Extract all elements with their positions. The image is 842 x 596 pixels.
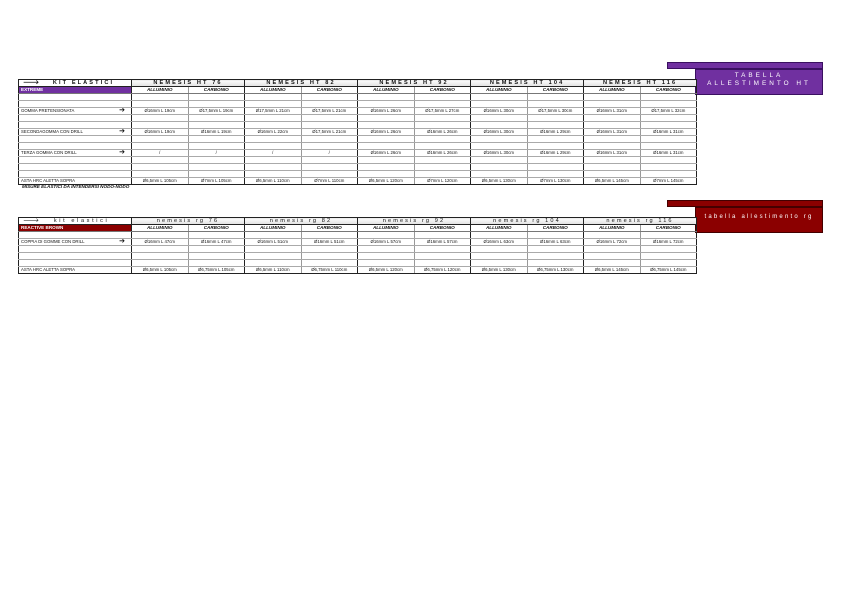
ht-table [18, 79, 697, 185]
spacer-cell [301, 157, 358, 164]
spacer-cell [301, 232, 358, 239]
spacer-cell [245, 157, 302, 164]
spacer-cell [19, 171, 132, 178]
spacer-cell [19, 122, 132, 129]
spacer-cell [188, 232, 245, 239]
spacer-cell [471, 115, 528, 122]
table-cell: Ø6,5mm L 130cm [471, 178, 528, 185]
table-cell: Ø16mm L 30cm [471, 150, 528, 157]
table-cell: Ø16mm L 19cm [132, 108, 189, 115]
table-cell: Ø17,5mm L 27cm [414, 108, 471, 115]
spacer-cell [132, 157, 189, 164]
spacer-cell [414, 260, 471, 267]
row-label-text: TERZA GOMMA CON DRILL [21, 150, 77, 155]
spacer-cell [132, 101, 189, 108]
spacer-cell [471, 94, 528, 101]
spacer-cell [640, 115, 697, 122]
table-cell: Ø6,75mm L 120cm [414, 267, 471, 274]
rg-sub-carb: CARBONIO [527, 225, 584, 232]
table-cell: Ø6,5mm L 105cm [132, 178, 189, 185]
spacer-cell [132, 122, 189, 129]
table-row [19, 108, 697, 115]
row-label [19, 129, 132, 136]
spacer-cell [19, 94, 132, 101]
rg-sub-alu: ALLUMINIO [471, 225, 528, 232]
spacer-cell [301, 171, 358, 178]
spacer-cell [527, 246, 584, 253]
rg-model-76: nemesis rg 76 [132, 218, 245, 225]
table-cell: Ø16mm L 57cm [414, 239, 471, 246]
table-cell: Ø16mm L 30cm [471, 108, 528, 115]
row-label [19, 267, 132, 274]
row-label-text: ASTA HRC ALETTA SOPRA [21, 267, 76, 272]
ht-banner [695, 69, 823, 95]
arrow-right-icon: ➔ [119, 107, 125, 114]
spacer-cell [245, 232, 302, 239]
table-cell: Ø6,5mm L 110cm [245, 267, 302, 274]
table-cell: Ø16mm L 29cm [527, 129, 584, 136]
spacer-cell [640, 164, 697, 171]
table-cell: Ø17,5mm L 32cm [640, 108, 697, 115]
spacer-cell [301, 143, 358, 150]
ht-model-76: NEMESIS HT 76 [132, 80, 245, 87]
spacer-cell [471, 246, 528, 253]
spacer-cell [584, 246, 641, 253]
table-cell: Ø16mm L 26cm [358, 108, 415, 115]
ht-banner-line1: TABELLA [734, 72, 784, 79]
table-cell: Ø7mm L 120cm [414, 178, 471, 185]
rg-banner-top-strip [667, 200, 823, 207]
table-cell: Ø16mm L 31cm [584, 150, 641, 157]
spacer-cell [245, 122, 302, 129]
spacer-cell [527, 115, 584, 122]
rg-sub-carb: CARBONIO [414, 225, 471, 232]
spacer-cell [527, 143, 584, 150]
spacer-cell [132, 143, 189, 150]
spacer-cell [584, 164, 641, 171]
ht-sub-carb: CARBONIO [527, 87, 584, 94]
table-cell: Ø16mm L 26cm [414, 129, 471, 136]
spacer-cell [471, 171, 528, 178]
ht-extreme-tag: EXTREME [19, 87, 132, 94]
rg-sub-carb: CARBONIO [301, 225, 358, 232]
rg-sub-alu: ALLUMINIO [584, 225, 641, 232]
table-cell: Ø7mm L 130cm [527, 178, 584, 185]
ht-model-116: NEMESIS HT 116 [584, 80, 697, 87]
table-cell: Ø16mm L 47cm [188, 239, 245, 246]
spacer-cell [358, 94, 415, 101]
spacer-cell [584, 115, 641, 122]
table-cell: Ø6,75mm L 145cm [640, 267, 697, 274]
row-label-text: GOMMA PRETENSIONATA [21, 108, 75, 113]
spacer-cell [640, 260, 697, 267]
spacer-cell [640, 232, 697, 239]
spacer-cell [19, 157, 132, 164]
spacer-cell [640, 253, 697, 260]
spacer-cell [19, 115, 132, 122]
table-cell: Ø6,5mm L 120cm [358, 178, 415, 185]
spacer-cell [188, 157, 245, 164]
table-cell: / [301, 150, 358, 157]
arrow-down-right-icon: 🡒 [23, 218, 42, 224]
spacer-cell [414, 143, 471, 150]
spacer-cell [640, 246, 697, 253]
spacer-cell [527, 136, 584, 143]
spacer-cell [471, 136, 528, 143]
table-cell: Ø17,5mm L 30cm [527, 108, 584, 115]
spacer-cell [640, 122, 697, 129]
rg-sub-alu: ALLUMINIO [132, 225, 189, 232]
rg-model-82: nemesis rg 82 [245, 218, 358, 225]
spacer-cell [188, 94, 245, 101]
spacer-cell [188, 246, 245, 253]
arrow-right-icon: ➔ [119, 128, 125, 135]
spacer-cell [245, 115, 302, 122]
table-cell: Ø16mm L 51cm [245, 239, 302, 246]
arrow-down-right-icon: 🡒 [23, 80, 42, 86]
spacer-cell [301, 246, 358, 253]
spacer-cell [19, 246, 132, 253]
table-cell: Ø6,5mm L 110cm [245, 178, 302, 185]
spacer-cell [132, 253, 189, 260]
spacer-cell [527, 171, 584, 178]
spacer-cell [245, 164, 302, 171]
spacer-cell [584, 143, 641, 150]
spacer-cell [414, 232, 471, 239]
table-cell: Ø16mm L 26cm [358, 150, 415, 157]
ht-table-body [19, 94, 697, 185]
spacer-cell [132, 164, 189, 171]
spacer-cell [19, 143, 132, 150]
spacer-cell [584, 122, 641, 129]
table-cell: Ø6,5mm L 145cm [584, 267, 641, 274]
spacer-cell [19, 253, 132, 260]
spacer-row [19, 232, 697, 239]
table-cell: Ø16mm L 31cm [584, 108, 641, 115]
spacer-cell [471, 101, 528, 108]
spacer-cell [301, 115, 358, 122]
spacer-cell [640, 143, 697, 150]
spacer-cell [358, 171, 415, 178]
spacer-cell [19, 136, 132, 143]
table-cell: Ø7mm L 105cm [188, 178, 245, 185]
rg-model-104: nemesis rg 104 [471, 218, 584, 225]
spacer-cell [471, 253, 528, 260]
arrow-right-icon: ➔ [119, 238, 125, 245]
ht-note: MISURE ELASTICI DA INTENDERSI NODO-NODO [22, 184, 130, 189]
spacer-cell [132, 260, 189, 267]
spacer-cell [414, 246, 471, 253]
rg-sub-carb: CARBONIO [188, 225, 245, 232]
spacer-cell [584, 157, 641, 164]
table-cell: / [245, 150, 302, 157]
spacer-cell [527, 122, 584, 129]
table-cell: Ø16mm L 19cm [188, 129, 245, 136]
table-cell: Ø16mm L 57cm [358, 239, 415, 246]
spacer-row [19, 253, 697, 260]
spacer-cell [527, 260, 584, 267]
table-cell: Ø17,5mm L 21cm [245, 108, 302, 115]
spacer-row [19, 101, 697, 108]
table-cell: Ø16mm L 31cm [640, 150, 697, 157]
table-cell: / [132, 150, 189, 157]
spacer-cell [640, 157, 697, 164]
spacer-cell [188, 253, 245, 260]
spacer-cell [414, 94, 471, 101]
spacer-row [19, 260, 697, 267]
spacer-cell [188, 115, 245, 122]
table-cell: Ø16mm L 26cm [358, 129, 415, 136]
table-row [19, 129, 697, 136]
table-cell: Ø16mm L 31cm [640, 129, 697, 136]
table-row [19, 239, 697, 246]
spacer-cell [19, 260, 132, 267]
ht-kit-title: KIT ELASTICI [52, 80, 115, 86]
table-cell: Ø16mm L 29cm [527, 150, 584, 157]
spacer-cell [188, 136, 245, 143]
spacer-cell [188, 143, 245, 150]
spacer-cell [414, 101, 471, 108]
spacer-cell [132, 136, 189, 143]
spacer-cell [19, 232, 132, 239]
spacer-cell [245, 246, 302, 253]
ht-sub-alu: ALLUMINIO [132, 87, 189, 94]
spacer-row [19, 246, 697, 253]
spacer-cell [358, 164, 415, 171]
spacer-cell [301, 253, 358, 260]
spacer-cell [471, 164, 528, 171]
ht-sub-carb: CARBONIO [414, 87, 471, 94]
spacer-cell [301, 164, 358, 171]
rg-sub-carb: CARBONIO [640, 225, 697, 232]
spacer-cell [584, 232, 641, 239]
table-row [19, 150, 697, 157]
rg-kit-title: kit elastici [53, 218, 110, 224]
row-label [19, 239, 132, 246]
spacer-cell [527, 164, 584, 171]
spacer-cell [414, 171, 471, 178]
table-cell: Ø16mm L 30cm [471, 129, 528, 136]
spacer-cell [358, 253, 415, 260]
ht-model-82: NEMESIS HT 82 [245, 80, 358, 87]
spacer-cell [358, 232, 415, 239]
spacer-cell [640, 136, 697, 143]
table-cell: Ø16mm L 51cm [301, 239, 358, 246]
spacer-cell [527, 232, 584, 239]
ht-kit-header [19, 80, 132, 87]
table-cell: Ø16mm L 22cm [245, 129, 302, 136]
ht-sub-carb: CARBONIO [301, 87, 358, 94]
spacer-cell [188, 101, 245, 108]
rg-model-116: nemesis rg 116 [584, 218, 697, 225]
spacer-cell [358, 136, 415, 143]
ht-banner-top-strip [667, 62, 823, 69]
table-cell: Ø6,75mm L 130cm [527, 267, 584, 274]
table-cell: Ø7mm L 145cm [640, 178, 697, 185]
spacer-cell [414, 157, 471, 164]
ht-sub-alu: ALLUMINIO [245, 87, 302, 94]
row-label [19, 108, 132, 115]
spacer-cell [471, 232, 528, 239]
spacer-row [19, 157, 697, 164]
spacer-cell [527, 101, 584, 108]
ht-sub-carb: CARBONIO [640, 87, 697, 94]
spacer-cell [301, 101, 358, 108]
table-cell: Ø17,5mm L 19cm [188, 108, 245, 115]
spacer-row [19, 171, 697, 178]
spacer-row [19, 143, 697, 150]
spacer-cell [358, 122, 415, 129]
spacer-cell [245, 171, 302, 178]
table-cell: Ø16mm L 63cm [471, 239, 528, 246]
spacer-row [19, 122, 697, 129]
table-cell: Ø16mm L 47cm [132, 239, 189, 246]
spacer-cell [301, 260, 358, 267]
spacer-row [19, 94, 697, 101]
spacer-cell [471, 260, 528, 267]
spacer-cell [584, 260, 641, 267]
table-cell: Ø6,75mm L 105cm [188, 267, 245, 274]
spacer-cell [188, 171, 245, 178]
spacer-cell [414, 122, 471, 129]
spacer-cell [527, 253, 584, 260]
spacer-cell [245, 260, 302, 267]
table-row [19, 267, 697, 274]
row-label-text: COPPIA DI GOMME CON DRILL [21, 239, 85, 244]
spacer-cell [527, 94, 584, 101]
spacer-cell [358, 260, 415, 267]
spacer-cell [640, 101, 697, 108]
spacer-cell [19, 164, 132, 171]
rg-table [18, 217, 697, 274]
arrow-right-icon: ➔ [119, 149, 125, 156]
spacer-cell [188, 260, 245, 267]
rg-reactive-tag: REACTIVE BROWN [19, 225, 132, 232]
row-label-text: ASTA HRC ALETTA SOPRA [21, 178, 76, 183]
spacer-cell [640, 94, 697, 101]
spacer-cell [471, 157, 528, 164]
ht-sub-alu: ALLUMINIO [471, 87, 528, 94]
spacer-cell [358, 115, 415, 122]
table-cell: Ø6,75mm L 110cm [301, 267, 358, 274]
spacer-cell [301, 122, 358, 129]
spacer-cell [19, 101, 132, 108]
rg-kit-header [19, 218, 132, 225]
rg-banner: tabella allestimento rg [695, 207, 823, 233]
spacer-cell [414, 136, 471, 143]
spacer-row [19, 164, 697, 171]
spacer-cell [132, 115, 189, 122]
spacer-cell [414, 115, 471, 122]
table-cell: Ø17,5mm L 21cm [301, 129, 358, 136]
ht-model-104: NEMESIS HT 104 [471, 80, 584, 87]
spacer-cell [132, 94, 189, 101]
spacer-cell [245, 143, 302, 150]
spacer-cell [584, 101, 641, 108]
spacer-cell [301, 94, 358, 101]
spacer-cell [584, 171, 641, 178]
spacer-cell [358, 143, 415, 150]
spacer-cell [358, 246, 415, 253]
table-cell: Ø16mm L 31cm [584, 129, 641, 136]
table-cell: Ø7mm L 110cm [301, 178, 358, 185]
spacer-cell [188, 164, 245, 171]
ht-model-92: NEMESIS HT 92 [358, 80, 471, 87]
spacer-cell [640, 171, 697, 178]
ht-sub-alu: ALLUMINIO [584, 87, 641, 94]
spacer-cell [414, 164, 471, 171]
spacer-cell [245, 136, 302, 143]
spacer-cell [301, 136, 358, 143]
rg-sub-alu: ALLUMINIO [245, 225, 302, 232]
spacer-cell [132, 171, 189, 178]
table-cell: Ø16mm L 63cm [527, 239, 584, 246]
spacer-row [19, 115, 697, 122]
table-cell: Ø16mm L 72cm [640, 239, 697, 246]
spacer-row [19, 136, 697, 143]
table-cell: Ø6,5mm L 130cm [471, 267, 528, 274]
spacer-cell [132, 232, 189, 239]
spacer-cell [358, 101, 415, 108]
table-cell: Ø6,5mm L 120cm [358, 267, 415, 274]
table-cell: Ø6,5mm L 105cm [132, 267, 189, 274]
table-cell: / [188, 150, 245, 157]
row-label-text: SECONDAGOMMA CON DRILL [21, 129, 83, 134]
spacer-cell [414, 253, 471, 260]
table-cell: Ø16mm L 19cm [132, 129, 189, 136]
table-cell: Ø17,5mm L 21cm [301, 108, 358, 115]
spacer-cell [584, 253, 641, 260]
ht-banner-line2: ALLESTIMENTO HT [707, 80, 811, 87]
table-cell: Ø16mm L 26cm [414, 150, 471, 157]
spacer-cell [132, 246, 189, 253]
spacer-cell [188, 122, 245, 129]
table-cell: Ø6,5mm L 145cm [584, 178, 641, 185]
spacer-cell [584, 94, 641, 101]
spacer-cell [245, 101, 302, 108]
ht-sub-alu: ALLUMINIO [358, 87, 415, 94]
spacer-cell [527, 157, 584, 164]
spacer-cell [358, 157, 415, 164]
table-cell: Ø16mm L 72cm [584, 239, 641, 246]
rg-sub-alu: ALLUMINIO [358, 225, 415, 232]
spacer-cell [245, 253, 302, 260]
rg-model-92: nemesis rg 92 [358, 218, 471, 225]
spacer-cell [471, 143, 528, 150]
ht-sub-carb: CARBONIO [188, 87, 245, 94]
row-label [19, 150, 132, 157]
spacer-cell [584, 136, 641, 143]
spacer-cell [471, 122, 528, 129]
spacer-cell [245, 94, 302, 101]
rg-table-body [19, 232, 697, 274]
